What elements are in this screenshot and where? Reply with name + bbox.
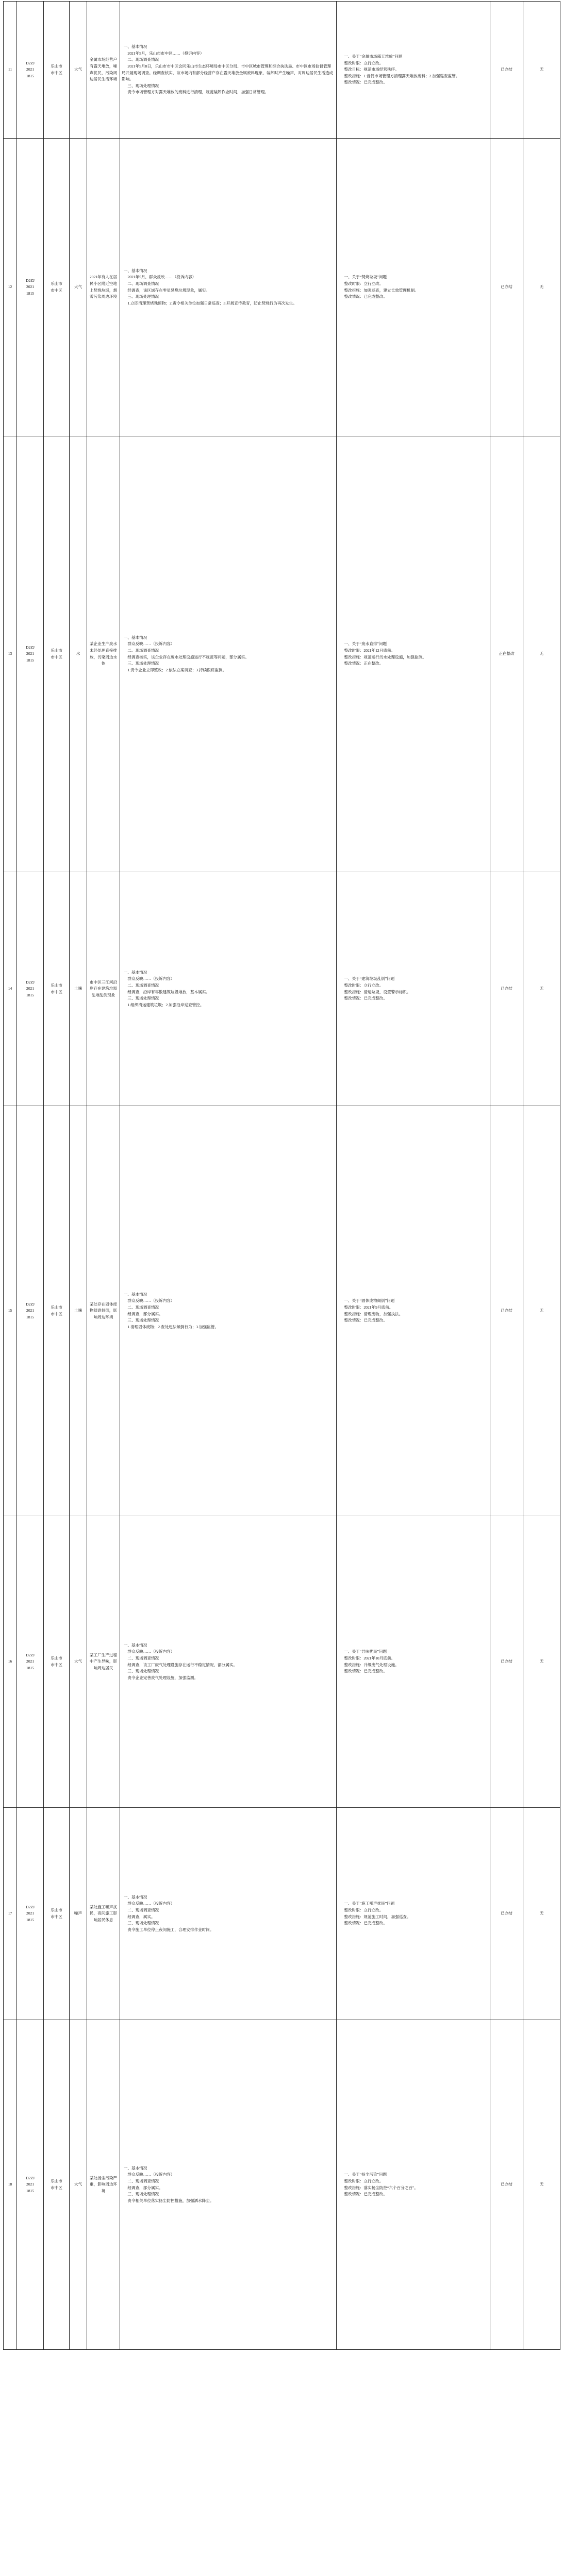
- rectification-paragraph: 整改情况：已完成整改。: [344, 996, 387, 1001]
- complaint-summary-text: 2021年有人在居民小区附近空地上焚烧垃圾，烟雾污染周边环境: [89, 275, 118, 299]
- rectification-paragraph: 整改时限：2021年9月底前。: [344, 1304, 393, 1310]
- accountability-cell: 无: [523, 2020, 560, 2350]
- investigation-paragraph: 一、基本情况: [123, 970, 147, 975]
- investigation-paragraph: 三、现场处理情况: [127, 1669, 159, 1674]
- rectification-paragraph: 整改时限：2021年12月底前。: [344, 648, 395, 653]
- investigation-paragraph: 二、现场调查情况: [127, 1907, 159, 1912]
- rectification-paragraph: 整改时限：立行立改。: [344, 281, 384, 286]
- investigation-cell: [120, 872, 337, 1106]
- rectification-plan-cell: [337, 1106, 490, 1516]
- investigation-paragraph: 二、现场调查情况: [127, 2178, 159, 2183]
- district-cell: [44, 436, 70, 872]
- table-row: [4, 139, 560, 436]
- rectification-paragraph: 整改措施：清理废物，加强执法。: [344, 1311, 403, 1316]
- investigation-paragraph: 群众反映……（投诉内容）: [127, 976, 175, 981]
- investigation-paragraph: 一、基本情况: [123, 635, 147, 640]
- investigation-paragraph: 群众反映……（投诉内容）: [127, 1298, 175, 1303]
- complaint-summary-text: 某处扬尘污染严重，影响周边环境: [89, 2175, 118, 2193]
- district-text: 乐山市 市中区: [51, 281, 62, 293]
- rectification-paragraph: 整改情况：已完成整改。: [344, 2192, 387, 2197]
- case-id-text: D2ZJ 2021 1815: [26, 2175, 35, 2193]
- complaint-summary-cell: [87, 872, 120, 1106]
- row-number-cell: 11: [4, 2, 17, 139]
- investigation-paragraph: 二、现场调查情况: [127, 648, 159, 653]
- case-id-text: D2ZJ 2021 1815: [26, 1301, 35, 1319]
- case-id-cell: [17, 1808, 44, 2020]
- investigation-paragraph: 责令施工单位停止夜间施工，合理安排作业时间。: [127, 1927, 214, 1932]
- investigation-cell: [120, 2020, 337, 2350]
- accountability-cell: 无: [523, 1106, 560, 1516]
- rectification-plan-cell: [337, 139, 490, 436]
- investigation-paragraph: 一、基本情况: [123, 2165, 147, 2171]
- complaint-summary-cell: [87, 1516, 120, 1808]
- rectification-paragraph: 一、关于“废水直排”问题: [344, 641, 387, 647]
- status-cell: 已办结: [490, 139, 523, 436]
- table-row: [4, 436, 560, 872]
- investigation-paragraph: 经调查，属实。: [127, 1914, 155, 1919]
- district-text: 乐山市 市中区: [51, 1655, 62, 1667]
- investigation-paragraph: 二、现场调查情况: [127, 57, 159, 62]
- rectification-paragraph: 整改措施：落实扬尘防控“六个百分之百”。: [344, 2185, 418, 2190]
- rectification-plan-cell: [337, 1808, 490, 2020]
- investigation-paragraph: 一、基本情况: [123, 1894, 147, 1900]
- complaint-summary-text: 某工厂生产过程中产生异味，影响周边居民: [89, 1652, 118, 1670]
- table-row: [4, 2, 560, 139]
- row-number-cell: 15: [4, 1106, 17, 1516]
- status-cell: 已办结: [490, 872, 523, 1106]
- investigation-paragraph: 二、现场调查情况: [127, 1304, 159, 1310]
- case-id-cell: [17, 436, 44, 872]
- investigation-paragraph: 三、现场处理情况: [127, 661, 159, 666]
- complaint-summary-text: 某处存在固体废物随意倾倒，影响周边环境: [89, 1301, 118, 1319]
- rectification-paragraph: 整改目标：规范市场经营秩序。: [344, 67, 399, 72]
- rectification-plan-cell: [337, 2, 490, 139]
- status-cell: 已办结: [490, 2020, 523, 2350]
- complaint-summary-cell: [87, 139, 120, 436]
- district-text: 乐山市 市中区: [51, 63, 62, 75]
- rectification-paragraph: 一、关于“扬尘污染”问题: [344, 2172, 387, 2177]
- pollution-type-cell: 土壤: [70, 872, 87, 1106]
- rectification-paragraph: 一、关于“施工噪声扰民”问题: [344, 1901, 395, 1906]
- rectification-paragraph: 整改情况：已完成整改。: [344, 1921, 387, 1926]
- complaint-summary-cell: [87, 2020, 120, 2350]
- investigation-paragraph: 三、现场处理情况: [127, 83, 159, 88]
- accountability-cell: 无: [523, 872, 560, 1106]
- district-cell: [44, 2, 70, 139]
- district-cell: [44, 139, 70, 436]
- investigation-cell: [120, 2, 337, 139]
- district-text: 乐山市 市中区: [51, 2178, 62, 2190]
- row-number-cell: 17: [4, 1808, 17, 2020]
- investigation-paragraph: 二、现场调查情况: [127, 982, 159, 988]
- case-id-text: D2ZJ 2021 1815: [26, 1904, 35, 1922]
- investigation-paragraph: 三、现场处理情况: [127, 1921, 159, 1926]
- investigation-paragraph: 一、基本情况: [123, 1642, 147, 1648]
- investigation-paragraph: 责令企业完善废气处理设施，加强监测。: [127, 1675, 198, 1680]
- rectification-paragraph: 整改情况：已完成整改。: [344, 80, 387, 85]
- rectification-paragraph: 一、关于“建筑垃圾乱倒”问题: [344, 976, 395, 981]
- case-id-cell: [17, 1106, 44, 1516]
- rectification-plan-cell: [337, 2020, 490, 2350]
- rectification-paragraph: 整改时限：2021年10月底前。: [344, 1655, 395, 1660]
- rectification-paragraph: 整改情况：已完成整改。: [344, 294, 387, 299]
- case-id-cell: [17, 139, 44, 436]
- row-number-cell: 14: [4, 872, 17, 1106]
- case-id-text: D2ZJ 2021 1815: [26, 60, 35, 78]
- investigation-cell: [120, 1516, 337, 1808]
- table-row: [4, 872, 560, 1106]
- investigation-cell: [120, 1808, 337, 2020]
- rectification-paragraph: 整改情况：正在整改。: [344, 661, 384, 666]
- investigation-paragraph: 一、基本情况: [123, 44, 147, 49]
- investigation-paragraph: 经调查，沿岸有零散建筑垃圾堆放，基本属实。: [127, 989, 210, 994]
- table-row: [4, 1516, 560, 1808]
- rectification-paragraph: 整改时限：立行立改。: [344, 982, 384, 988]
- investigation-paragraph: 一、基本情况: [123, 268, 147, 273]
- row-number-cell: 18: [4, 2020, 17, 2350]
- investigation-paragraph: 经调查，该区域存在零星焚烧垃圾现象，属实。: [127, 287, 210, 293]
- investigation-paragraph: 责令市场管理方对露天堆放的废料进行清理，规范装卸作业时间，加强日常管理。: [127, 90, 269, 95]
- accountability-cell: 无: [523, 1516, 560, 1808]
- case-id-text: D2ZJ 2021 1815: [26, 979, 35, 997]
- pollution-type-cell: 噪声: [70, 1808, 87, 2020]
- investigation-paragraph: 经调查，部分属实。: [127, 2185, 163, 2190]
- case-id-text: D2ZJ 2021 1815: [26, 1652, 35, 1670]
- status-cell: 已办结: [490, 1106, 523, 1516]
- investigation-paragraph: 三、现场处理情况: [127, 2192, 159, 2197]
- row-number-cell: 13: [4, 436, 17, 872]
- pollution-type-cell: 大气: [70, 139, 87, 436]
- district-cell: [44, 872, 70, 1106]
- complaint-summary-cell: [87, 1106, 120, 1516]
- rectification-paragraph: 整改措施：加强巡查，建立长效管理机制。: [344, 287, 419, 293]
- investigation-paragraph: 2021年5月，乐山市市中区……（投诉内容）: [127, 50, 204, 56]
- investigation-paragraph: 2021年5月，群众反映……（投诉内容）: [127, 275, 196, 280]
- investigation-paragraph: 1.清理固体废物；2.查处违法倾倒行为；3.加强监管。: [127, 1324, 219, 1329]
- table-row: [4, 2020, 560, 2350]
- rectification-plan-cell: [337, 436, 490, 872]
- complaint-summary-text: 金属市场经营户有露天堆放，噪声扰民，污染周边居民生活环境: [89, 57, 118, 82]
- district-cell: [44, 1516, 70, 1808]
- table-row: [4, 1106, 560, 1516]
- district-text: 乐山市 市中区: [51, 648, 62, 659]
- complaint-summary-text: 市中区三江河沿岸存在建筑垃圾乱堆乱倒现象: [89, 979, 118, 997]
- rectification-paragraph: 整改时限：立行立改。: [344, 2178, 384, 2183]
- investigation-cell: [120, 139, 337, 436]
- rectification-paragraph: 一、关于“固体废物倾倒”问题: [344, 1298, 395, 1303]
- rectification-paragraph: 整改措施：规范施工时间，加强巡查。: [344, 1914, 411, 1919]
- status-cell: 已办结: [490, 2, 523, 139]
- status-cell: 正在整改: [490, 436, 523, 872]
- investigation-paragraph: 2021年5月8日，乐山市市中区会同乐山市生态环境局市中区分局、市中区城市管理和综合执法局、市中区市场监督管理局开展现场调查。经调查核实，该市场内有部分经营户存在露天堆放金属废料现象，装卸时产生噪声，对周边居民生活造成影响。: [122, 63, 334, 82]
- case-id-text: D2ZJ 2021 1815: [26, 278, 35, 296]
- pollution-type-cell: 大气: [70, 2020, 87, 2350]
- rectification-paragraph: 一、关于“焚烧垃圾”问题: [344, 275, 387, 280]
- case-id-cell: [17, 2020, 44, 2350]
- investigation-paragraph: 责令相关单位落实扬尘防控措施，加强洒水降尘。: [127, 2198, 214, 2203]
- district-text: 乐山市 市中区: [51, 982, 62, 994]
- rectification-paragraph: 整改措施：1.督促市场管理方清理露天堆放废料；2.加强巡查监管。: [344, 73, 460, 78]
- pollution-type-cell: 土壤: [70, 1106, 87, 1516]
- investigation-paragraph: 群众反映……（投诉内容）: [127, 641, 175, 647]
- investigation-cell: [120, 436, 337, 872]
- complaint-summary-text: 某处施工噪声扰民，夜间施工影响居民休息: [89, 1904, 118, 1922]
- status-cell: 已办结: [490, 1516, 523, 1808]
- complaint-summary-cell: [87, 1808, 120, 2020]
- rectification-paragraph: 整改情况：已完成整改。: [344, 1318, 387, 1323]
- investigation-paragraph: 一、基本情况: [123, 1292, 147, 1297]
- row-number-cell: 12: [4, 139, 17, 436]
- investigation-paragraph: 经调查核实，该企业存在废水处理设施运行不规范等问题，部分属实。: [127, 654, 249, 659]
- rectification-plan-cell: [337, 872, 490, 1106]
- row-number-cell: 16: [4, 1516, 17, 1808]
- rectification-paragraph: 一、关于“金属市场露天堆放”问题: [344, 54, 403, 59]
- district-text: 乐山市 市中区: [51, 1907, 62, 1919]
- complaint-summary-cell: [87, 2, 120, 139]
- complaint-summary-cell: [87, 436, 120, 872]
- status-cell: 已办结: [490, 1808, 523, 2020]
- rectification-paragraph: 整改情况：已完成整改。: [344, 1669, 387, 1674]
- rectification-paragraph: 整改时限：立行立改。: [344, 60, 384, 65]
- district-cell: [44, 1808, 70, 2020]
- case-id-cell: [17, 2, 44, 139]
- investigation-paragraph: 三、现场处理情况: [127, 996, 159, 1001]
- accountability-cell: 无: [523, 139, 560, 436]
- accountability-cell: 无: [523, 436, 560, 872]
- investigation-paragraph: 二、现场调查情况: [127, 281, 159, 286]
- pollution-type-cell: 水: [70, 436, 87, 872]
- investigation-paragraph: 三、现场处理情况: [127, 294, 159, 299]
- investigation-paragraph: 群众反映……（投诉内容）: [127, 1901, 175, 1906]
- rectification-paragraph: 整改措施：升级废气处理设施。: [344, 1662, 399, 1667]
- investigation-paragraph: 1.组织清运建筑垃圾；2.加强沿岸巡查管控。: [127, 1002, 204, 1007]
- investigation-paragraph: 二、现场调查情况: [127, 1655, 159, 1660]
- accountability-cell: 无: [523, 1808, 560, 2020]
- case-id-cell: [17, 1516, 44, 1808]
- district-text: 乐山市 市中区: [51, 1304, 62, 1316]
- investigation-paragraph: 群众反映……（投诉内容）: [127, 2172, 175, 2177]
- rectification-plan-cell: [337, 1516, 490, 1808]
- complaint-summary-text: 某企业生产废水未经处理直接排放，污染周边水体: [89, 641, 118, 666]
- investigation-cell: [120, 1106, 337, 1516]
- complaint-table: [3, 1, 560, 2350]
- rectification-paragraph: 整改措施：清运垃圾，设置警示标识。: [344, 989, 411, 994]
- investigation-paragraph: 群众反映……（投诉内容）: [127, 1649, 175, 1654]
- investigation-paragraph: 1.立即清理焚烧残留物；2.责令相关单位加强日常巡查；3.开展宣传教育，防止焚烧行为再次发生。: [127, 300, 297, 306]
- rectification-paragraph: 整改措施：规范运行污水处理设施，加强监测。: [344, 654, 426, 659]
- pollution-type-cell: 大气: [70, 1516, 87, 1808]
- investigation-paragraph: 经调查，部分属实。: [127, 1311, 163, 1316]
- table-row: [4, 1808, 560, 2020]
- district-cell: [44, 2020, 70, 2350]
- rectification-paragraph: 整改时限：立行立改。: [344, 1907, 384, 1912]
- investigation-paragraph: 经调查，该工厂废气处理设施存在运行不稳定情况，部分属实。: [127, 1662, 238, 1667]
- investigation-paragraph: 1.责令企业立即整改；2.依法立案调查；3.持续跟踪监测。: [127, 667, 227, 672]
- case-id-text: D2ZJ 2021 1815: [26, 645, 35, 663]
- rectification-paragraph: 一、关于“异味扰民”问题: [344, 1649, 387, 1654]
- district-cell: [44, 1106, 70, 1516]
- pollution-type-cell: 大气: [70, 2, 87, 139]
- accountability-cell: 无: [523, 2, 560, 139]
- investigation-paragraph: 三、现场处理情况: [127, 1318, 159, 1323]
- case-id-cell: [17, 872, 44, 1106]
